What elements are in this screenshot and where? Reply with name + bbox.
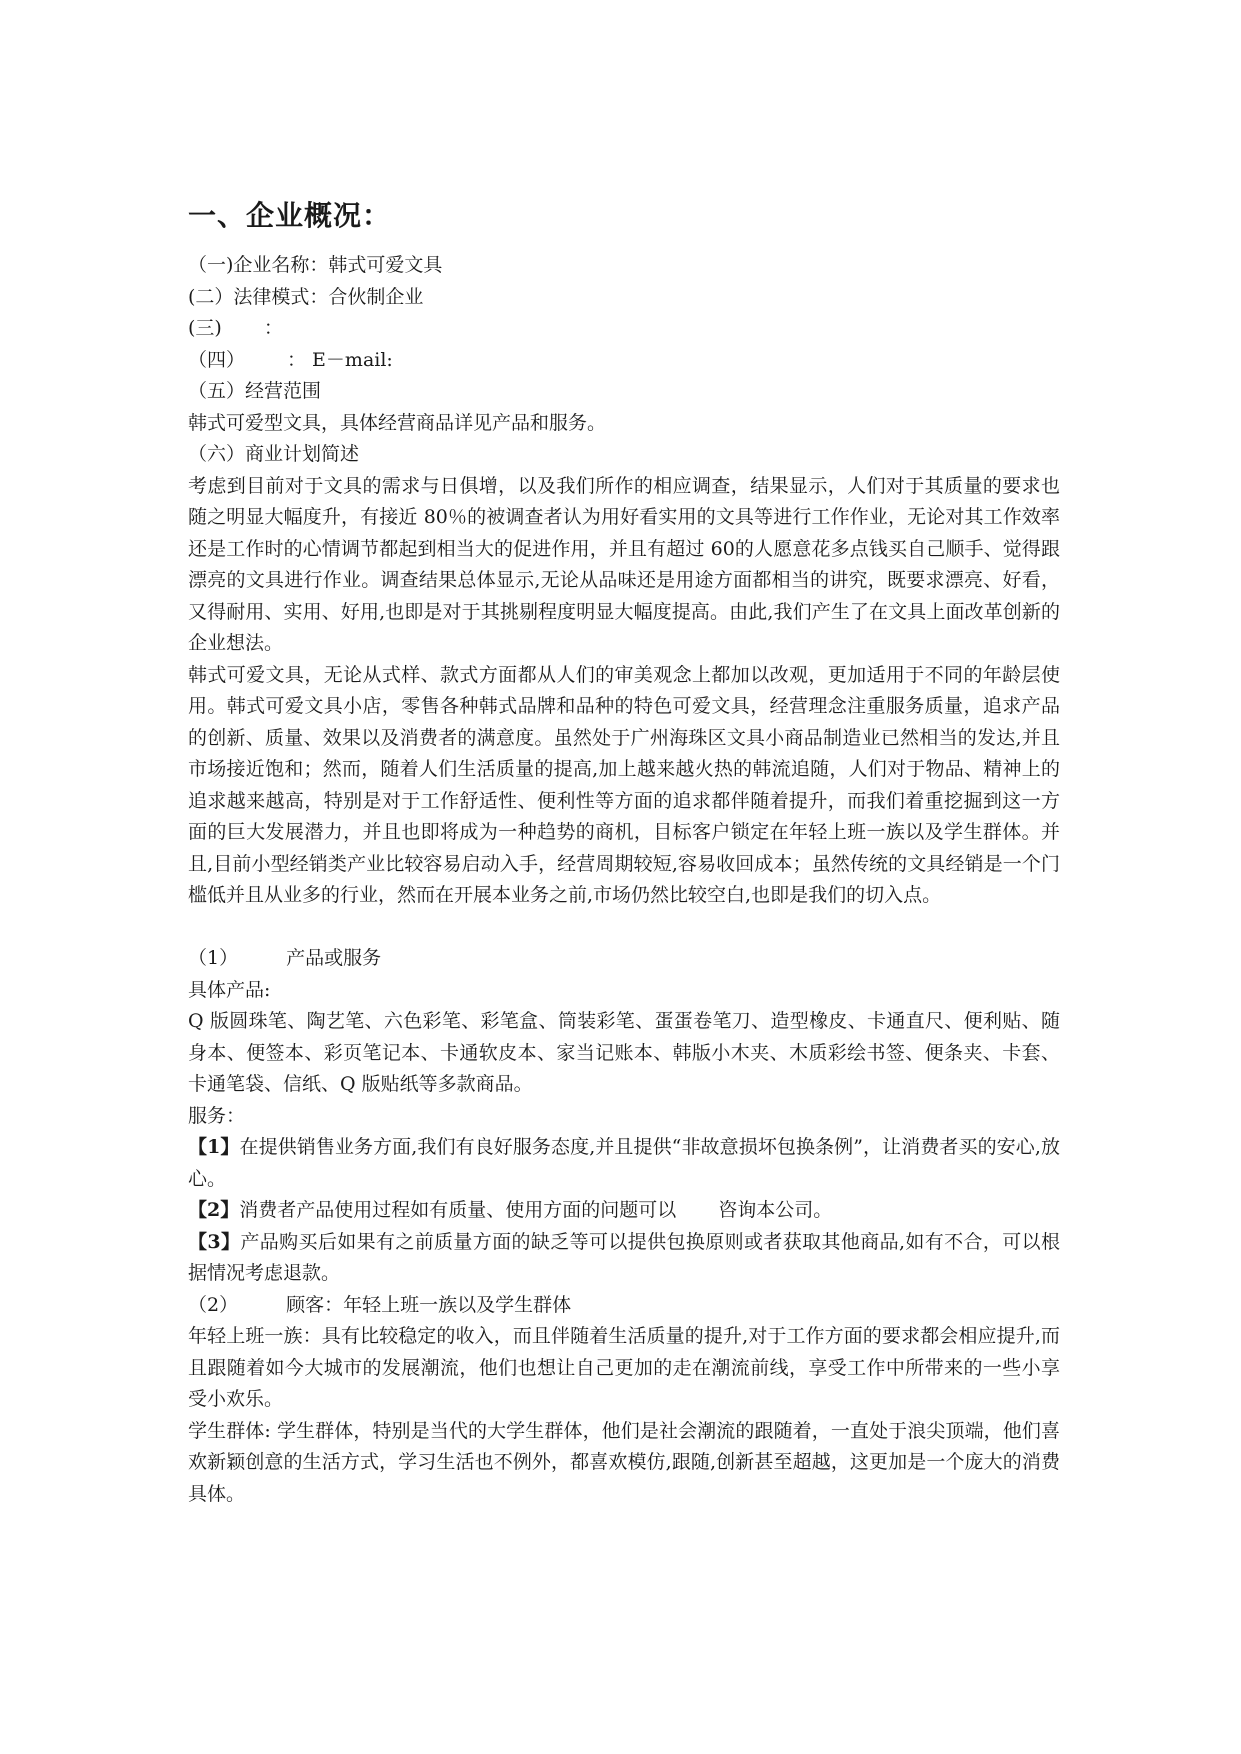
products-section-number: （1） bbox=[188, 947, 239, 969]
item-three-colon: ： bbox=[263, 317, 283, 339]
service-item-2-text-a: 消费者产品使用过程如有质量、使用方面的问题可以 bbox=[239, 1199, 677, 1221]
item-four-line bbox=[188, 345, 1060, 377]
products-section-heading bbox=[188, 943, 1060, 975]
plan-paragraph-2: 韩式可爱文具，无论从式样、款式方面都从人们的审美观念上都加以改观，更加适用于不同的年龄层使用。韩式可爱文具小店，零售各种韩式品牌和品种的特色可爱文具，经营理念注重服务质量，追求产品的创新、质量、效果以及消费者的满意度。虽然处于广州海珠区文具小商品制造业已然相当的发达,并且市场接近饱和；然而，随着人们生活质量的提高,加上越来越火热的韩流追随，人们对于物品、精神上的追求越来越高，特别是对于工作舒适性、便利性等方面的追求都伴随着提升，而我们着重挖掘到这一方面的巨大发展潜力，并且也即将成为一种趋势的商机，目标客户锁定在年轻上班一族以及学生群体。并且,目前小型经销类产业比较容易启动入手，经营周期较短,容易收回成本；虽然传统的文具经销是一个门槛低并且从业多的行业，然而在开展本业务之前,市场仍然比较空白,也即是我们的切入点。 bbox=[188, 663, 1060, 906]
service-item-2 bbox=[188, 1195, 1060, 1227]
plan-paragraph-1: 考虑到目前对于文具的需求与日俱增，以及我们所作的相应调查，结果显示，人们对于其质量的要求也随之明显大幅度升，有接近 80％的被调查者认为用好看实用的文具等进行工作作业，无论对其工作效率还是工作时的心情调节都起到相当大的促进作用，并且有超过 60的人愿意花多点钱买自己顺手、觉得跟漂亮的文具进行作业。调查结果总体显示,无论从品味还是用途方面都相当的讲究，既要求漂亮、好看，又得耐用、实用、好用,也即是对于其挑剔程度明显大幅度提高。由此,我们产生了在文具上面改革创新的企业想法。 bbox=[188, 474, 1060, 654]
service-item-3 bbox=[188, 1227, 1060, 1290]
products-section-title: 产品或服务 bbox=[286, 947, 382, 969]
legal-form-line: (二）法律模式：合伙制企业 bbox=[188, 285, 424, 308]
email-label: ： E－mail: bbox=[287, 348, 393, 371]
document-page bbox=[188, 196, 1060, 1510]
service-item-3-text: 产品购买后如果有之前质量方面的缺乏等可以提供包换原则或者获取其他商品,如有不合，可以根据情况考虑退款。 bbox=[188, 1230, 1060, 1284]
service-label: 服务： bbox=[188, 1104, 246, 1127]
service-item-1 bbox=[188, 1132, 1060, 1195]
plan-heading: （六）商业计划简述 bbox=[188, 443, 360, 465]
students-paragraph: 学生群体: 学生群体，特别是当代的大学生群体，他们是社会潮流的跟随着，一直处于浪尖顶端，他们喜欢新颖创意的生活方式，学习生活也不例外，都喜欢模仿,跟随,创新甚至超越，这更加是一个庞大的消费具体。 bbox=[188, 1419, 1060, 1505]
item-three-line bbox=[188, 313, 1060, 345]
scope-text: 韩式可爱型文具，具体经营商品详见产品和服务。 bbox=[188, 411, 607, 434]
scope-heading: （五）经营范围 bbox=[188, 380, 322, 402]
customers-section-heading bbox=[188, 1290, 1060, 1322]
products-label: 具体产品: bbox=[188, 978, 271, 1001]
page-title: 一、企业概况： bbox=[188, 199, 392, 232]
service-item-2-text-b: 咨询本公司。 bbox=[718, 1199, 833, 1221]
products-list: Q 版圆珠笔、陶艺笔、六色彩笔、彩笔盒、筒装彩笔、蛋蛋卷笔刀、造型橡皮、卡通直尺、便利贴、随身本、便签本、彩页笔记本、卡通软皮本、家当记账本、韩版小木夹、木质彩绘书签、便条夹、卡套、卡通笔袋、信纸、Q 版贴纸等多款商品。 bbox=[188, 1010, 1060, 1095]
customers-section-number: （2） bbox=[188, 1293, 239, 1316]
item-four-number: （四） bbox=[188, 348, 246, 371]
service-item-1-mark: 【1】 bbox=[188, 1136, 240, 1158]
service-item-2-mark: 【2】 bbox=[188, 1199, 240, 1221]
item-three-number: (三) bbox=[188, 317, 222, 339]
office-workers-paragraph: 年轻上班一族：具有比较稳定的收入，而且伴随着生活质量的提升,对于工作方面的要求都会相应提升,而且跟随着如今大城市的发展潮流，他们也想让自己更加的走在潮流前线，享受工作中所带来的一些小享受小欢乐。 bbox=[188, 1325, 1060, 1410]
section-spacer bbox=[188, 912, 1060, 944]
service-item-1-text: 在提供销售业务方面,我们有良好服务态度,并且提供“非故意损坏包换条例”，让消费者买的安心,放心。 bbox=[188, 1136, 1060, 1190]
service-item-3-mark: 【3】 bbox=[188, 1230, 241, 1253]
company-name-line: （一)企业名称：韩式可爱文具 bbox=[188, 254, 443, 276]
customers-section-title: 顾客：年轻上班一族以及学生群体 bbox=[286, 1293, 572, 1316]
